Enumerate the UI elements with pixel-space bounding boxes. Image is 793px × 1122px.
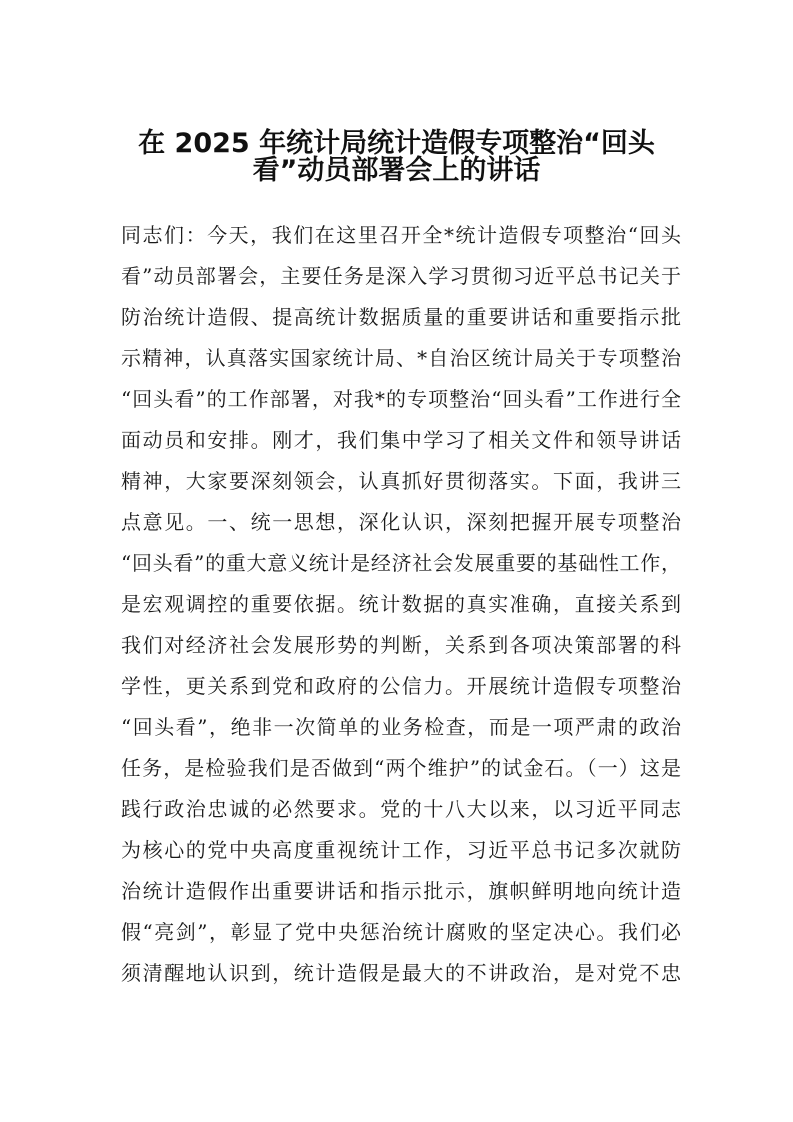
body-line: 为核心的党中央高度重视统计工作，习近平总书记多次就防 [121, 838, 681, 862]
body-line: 须清醒地认识到，统计造假是最大的不讲政治，是对党不忠 [121, 961, 681, 985]
body-line: 看”动员部署会，主要任务是深入学习贯彻习近平总书记关于 [121, 264, 681, 288]
body-line: “回头看”，绝非一次简单的业务检查，而是一项严肃的政治 [121, 715, 681, 739]
body-line: 精神，大家要深刻领会，认真抓好贯彻落实。下面，我讲三 [121, 469, 681, 493]
body-line: 防治统计造假、提高统计数据质量的重要讲话和重要指示批 [121, 305, 681, 329]
body-line: 治统计造假作出重要讲话和指示批示，旗帜鲜明地向统计造 [121, 879, 681, 903]
body-line: 我们对经济社会发展形势的判断，关系到各项决策部署的科 [121, 633, 681, 657]
body-line: 任务，是检验我们是否做到“两个维护”的试金石。（一）这是 [121, 756, 681, 780]
document-body [121, 215, 681, 1015]
document-title-line-1: 在 2025 年统计局统计造假专项整治“回头 [138, 128, 655, 159]
body-line: 示精神，认真落实国家统计局、*自治区统计局关于专项整治 [121, 346, 681, 370]
body-line: “回头看”的工作部署，对我*的专项整治“回头看”工作进行全 [121, 387, 681, 411]
body-line: 同志们：今天，我们在这里召开全*统计造假专项整治“回头 [121, 223, 681, 247]
body-line: 学性，更关系到党和政府的公信力。开展统计造假专项整治 [121, 674, 681, 698]
body-line: 面动员和安排。刚才，我们集中学习了相关文件和领导讲话 [121, 428, 681, 452]
body-line: 是宏观调控的重要依据。统计数据的真实准确，直接关系到 [121, 592, 681, 616]
body-line: 践行政治忠诚的必然要求。党的十八大以来，以习近平同志 [121, 797, 681, 821]
body-line: 点意见。一、统一思想，深化认识，深刻把握开展专项整治 [121, 510, 681, 534]
body-line: “回头看”的重大意义统计是经济社会发展重要的基础性工作， [121, 551, 681, 575]
body-line: 假“亮剑”，彰显了党中央惩治统计腐败的坚定决心。我们必 [121, 920, 681, 944]
document-title-line-2: 看”动员部署会上的讲话 [252, 155, 541, 186]
